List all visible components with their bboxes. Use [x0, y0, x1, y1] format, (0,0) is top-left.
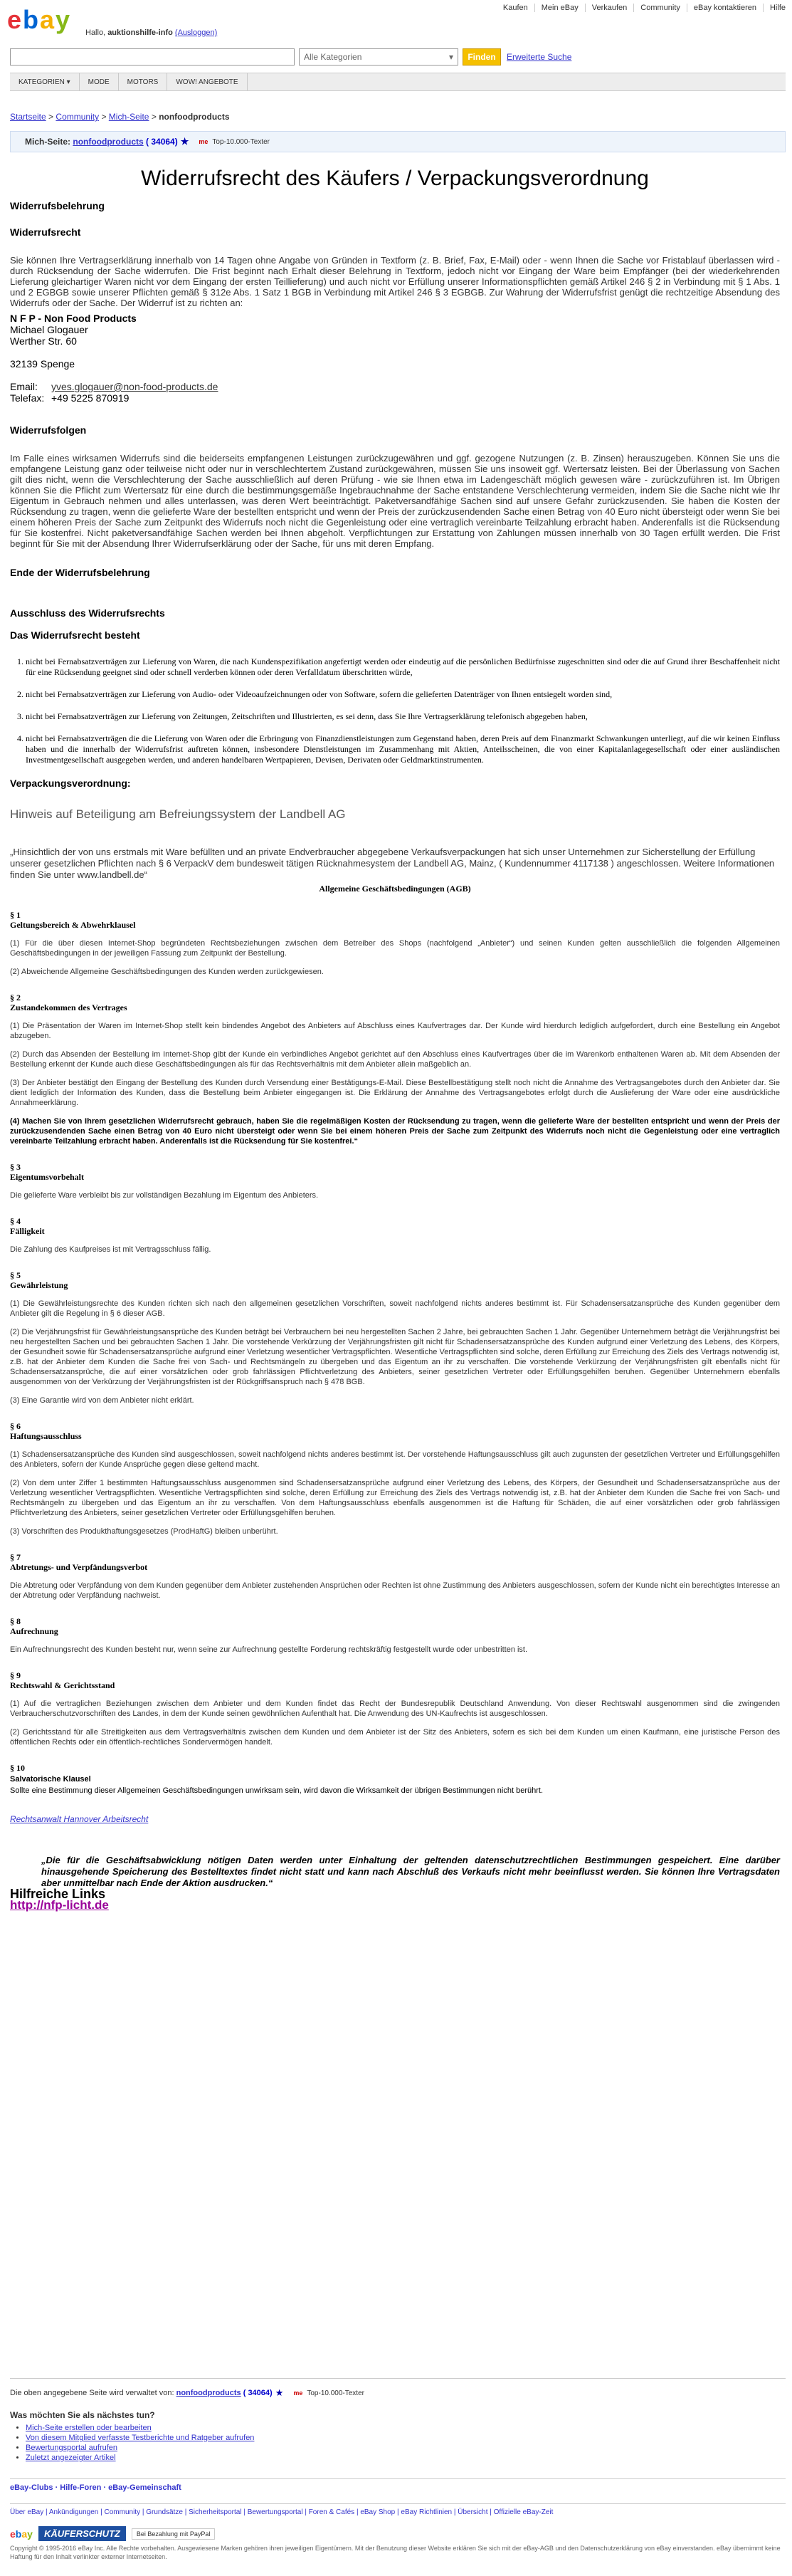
svg-text:b: b	[23, 5, 38, 34]
agb-paragraph-number: § 2	[10, 993, 21, 1002]
username: auktionshilfe-info	[107, 28, 173, 37]
agb-paragraph-number: § 7	[10, 1552, 21, 1562]
list-item: 4. nicht bei Fernabsatzverträgen die die Lieferung von Waren oder die Erbringung von Finanzdienstleistungen zum Gegenstand haben, deren Preis auf dem Finanzmarkt Schwankungen unterliegt, auf die wir keinen Einfluss haben und die innerhalb der Widerrufsfrist auftreten können, insbesondere Dienstleistungen im Zusammenhang mit Aktien, Anteilsscheinen, die von einer Kapitalanlagegesellschaft oder einer ausländischen Investmentgesellschaft ausgegeben werden, und anderen handelbaren Wertpapieren, Devisen, Derivaten oder Geldmarktinstrumenten.	[26, 733, 780, 765]
nav-link-hilfe[interactable]: Hilfe	[763, 4, 792, 12]
heading-ausschluss: Ausschluss des Widerrufsrechts	[10, 607, 165, 619]
main-content	[10, 161, 780, 1912]
me-logo-icon: me	[199, 138, 208, 145]
fax-label: Telefax:	[10, 392, 45, 404]
agb-paragraph-text: Ein Aufrechnungsrecht des Kunden besteht nur, wenn seine zur Aufrechnung gestellte Forderung rechtskräftig festgestellt wurde oder unbestritten ist.	[10, 1645, 528, 1654]
agb-paragraph-title: Zustandekommen des Vertrages	[10, 1002, 127, 1012]
street: Werther Str. 60	[10, 335, 77, 347]
footer-top-reviewer-badge: Top-10.000-Texter	[307, 2389, 364, 2397]
paragraph-widerrufsfolgen: Im Falle eines wirksamen Widerrufs sind die beiderseits empfangenen Leistungen zurückzugewähren und ggf. gezogene Nutzungen (z. B. Zinsen) herauszugeben. Können Sie uns die empfangene Leistung ganz oder teilweise nicht oder nur in verschlechtertem Zustand zurückgewähren, müssen Sie uns insoweit ggf. Wertersatz leisten. Bei der Überlassung von Sachen gilt dies nicht, wenn die Verschlechterung der Sache ausschließlich auf deren Prüfung - wie sie Ihnen etwa im Ladengeschäft möglich gewesen wäre - zurückzuführen ist. Im Übrigen können Sie die Pflicht zum Wertersatz für eine durch die bestimmungsgemäße Ingebrauchnahme der Sache entstandene Verschlechterung vermeiden, indem Sie die Sache nicht wie Ihr Eigentum in Gebrauch nehmen und alles unterlassen, was deren Wert beeinträchtigt. Paketversandfähige Sachen sind auf unsere Gefahr zurückzusenden. Sie haben die Kosten der Rücksendung zu tragen, wenn die gelieferte Ware der bestellten entspricht und wenn der Preis der zurückzusendenden Sache einen Betrag von 40 Euro nicht übersteigt oder wenn Sie bei einem höheren Preis der Sache zum Zeitpunkt des Widerrufs noch nicht die Gegenleistung oder eine vertraglich vereinbarte Teilzahlung erbracht haben. Anderenfalls ist die Rücksendung für Sie kostenfrei. Nicht paketversandfähige Sachen werden bei Ihnen abgeholt. Verpflichtungen zur Erstattung von Zahlungen müssen innerhalb von 30 Tagen erfüllt werden. Die Frist beginnt für Sie mit der Absendung Ihrer Widerrufserklärung oder der Sache, für uns mit deren Empfang.	[10, 453, 780, 549]
breadcrumb-mich-seite[interactable]: Mich-Seite	[108, 112, 149, 122]
agb-paragraph-text: (1) Für die über diesen Internet-Shop begründeten Rechtsbeziehungen zwischen dem Betreiber des Shops (nachfolgend „Anbieter“) und seinen Kunden gelten ausschließlich die folgenden Allgemeinen Geschäftsbedingungen in der jeweiligen Fassung zum Zeitpunkt der Bestellung.	[10, 939, 780, 958]
top-reviewer-badge: Top-10.000-Texter	[212, 137, 270, 146]
search-input[interactable]	[10, 48, 295, 66]
category-select[interactable]	[299, 48, 458, 66]
svg-text:y: y	[56, 5, 70, 34]
agb-paragraph-text: (1) Die Gewährleistungsrechte des Kunden richten sich nach den allgemeinen gesetzlichen Vorschriften, soweit nachfolgend nichts anderes bestimmt ist. Für Schadensersatzansprüche des Kunden gegenüber dem Anbieter gilt die Regelung in § 6 dieser AGB.	[10, 1299, 780, 1318]
email-link[interactable]: yves.glogauer@non-food-products.de	[51, 381, 218, 392]
nav-link-verkaufen[interactable]: Verkaufen	[585, 4, 634, 12]
agb-paragraph-text: (1) Die Präsentation der Waren im Internet-Shop stellt kein bindendes Angebot des Anbieters auf Abschluss eines Kaufvertrages dar. Der Kunde wird hierdurch lediglich aufgefordert, durch eine Bestellung ein Angebot abzugeben.	[10, 1022, 780, 1040]
copyright: Copyright © 1995-2016 eBay Inc. Alle Rechte vorbehalten. Ausgewiesene Marken gehören ihren jeweiligen Eigentümern. Mit der Benutzung dieser Website erklären Sie sich mit der eBay-AGB und den Datenschutzerklärung von eBay einverstanden. eBay übernimmt keine Haftung für den Inhalt verlinkter externer Internetseiten.	[10, 2545, 781, 2560]
star-icon: ★	[180, 136, 189, 147]
contact-person: Michael Glogauer	[10, 324, 88, 335]
find-button[interactable]: Finden	[463, 48, 501, 66]
agb-paragraph-title: Gewährleistung	[10, 1280, 68, 1290]
member-bar	[10, 131, 786, 152]
heading-widerrufsrecht: Widerrufsrecht	[10, 226, 81, 238]
ebay-logo[interactable]	[6, 3, 80, 37]
agb-paragraph-text: Sollte eine Bestimmung dieser Allgemeinen Geschäftsbedingungen unwirksam sein, wird davon die Wirksamkeit der übrigen Bestimmungen nicht berührt.	[10, 1786, 543, 1795]
agb-paragraph-text: Die gelieferte Ware verbleibt bis zur vollständigen Bezahlung im Eigentum des Anbieters.	[10, 1191, 319, 1200]
breadcrumb-startseite[interactable]: Startseite	[10, 112, 46, 122]
agb-paragraph-text: (2) Von dem unter Ziffer 1 bestimmten Haftungsausschluss ausgenommen sind Schadensersatzansprüche aufgrund einer Verletzung des Lebens, des Körpers, der Gesundheit und Schadensersatzansprüche aus der Verletzung wesentlicher Vertragspflichten. Wesentliche Vertragspflichten sind solche, deren Erfüllung zur Erreichung des Ziels des Vertrags notwendig ist, z.B. hat der Anbieter dem Kunden die Sache frei von Sach- und Rechtsmängeln zu übergeben und das Eigentum an ihr zu verschaffen. Von dem Haftungsausschluss ebenfalls ausgenommen ist die Haftung für Schäden, die auf einer vorsätzlichen oder grob fahrlässigen Pflichtverletzung des Anbieters, seiner gesetzlichen Vertreter oder Erfüllungsgehilfen beruhen.	[10, 1479, 780, 1517]
email-label: Email:	[10, 381, 38, 392]
category-bar	[10, 73, 786, 91]
category-bar-kategorien[interactable]	[10, 73, 80, 90]
agb-paragraph-text: (3) Eine Garantie wird von dem Anbieter nicht erklärt.	[10, 1396, 194, 1405]
paragraph-landbell: „Hinsichtlich der von uns erstmals mit Ware befüllten und an private Endverbraucher abgegebene Verkaufsverpackungen hat sich unser Unternehmen zur Sicherstellung der Erfüllung unserer gesetzlichen Pflichten nach § 6 VerpackV dem bundesweit tätigen Rücknahmesystem der Landbell AG, Mainz, ( Kundennummer 4117138 ) angeschlossen. Weitere Informationen finden Sie unter www.landbell.de“	[10, 847, 775, 880]
agb-title: Allgemeine Geschäftsbedingungen (AGB)	[319, 884, 471, 894]
breadcrumb-separator: >	[48, 112, 54, 122]
agb-paragraph-text: (2) Durch das Absenden der Bestellung im Internet-Shop gibt der Kunde ein verbindliches Angebot gerichtet auf den Abschluss eines Kaufvertrages über die im Warenkorb enthaltenen Waren ab. Mit dem Absenden der Bestellung erkennt der Kunde auch diese Geschäftsbedingungen als für das Rechtsverhältnis mit dem Anbieter allein maßgeblich an.	[10, 1050, 780, 1069]
arbeitsrecht-link[interactable]: Rechtsanwalt Hannover Arbeitsrecht	[10, 1814, 149, 1824]
agb-paragraph-number: § 10	[10, 1763, 25, 1773]
help-forum-links[interactable]: eBay-Clubs · Hilfe-Foren · eBay-Gemeinschaft	[10, 2478, 786, 2492]
managed-prefix: Die oben angegebene Seite wird verwaltet von:	[10, 2389, 174, 2397]
agb-paragraph-number: § 3	[10, 1162, 21, 1172]
agb-paragraph-text: (4) Machen Sie von Ihrem gesetzlichen Widerrufsrecht gebrauch, haben Sie die regelmäßigen Kosten der Rücksendung zu tragen, wenn die gelieferte Ware der bestellten entspricht und wenn der Preis der zurückzusendenden Sache einen Betrag von 40 Euro nicht übersteigt oder wenn Sie bei einem höheren Preis der Sache zum Zeitpunkt des Widerrufs noch nicht die Gegenleistung oder eine vertraglich vereinbarte Teilzahlung erbracht haben. Anderenfalls ist die Rücksendung für Sie kostenfrei.“	[10, 1117, 780, 1146]
member-label: Mich-Seite:	[25, 137, 71, 147]
fax-number: +49 5225 870919	[51, 392, 130, 404]
nav-link-community[interactable]: Community	[633, 4, 687, 12]
nav-link-kontakt[interactable]: eBay kontaktieren	[687, 4, 763, 12]
breadcrumb-separator: >	[101, 112, 107, 122]
agb-paragraph-number: § 4	[10, 1216, 21, 1226]
member-score-close: )	[174, 137, 178, 147]
agb-paragraph-title: Eigentumsvorbehalt	[10, 1172, 85, 1182]
agb-paragraph-text: (1) Auf die vertraglichen Beziehungen zwischen dem Anbieter und dem Kunden findet das Recht der Bundesrepublik Deutschland Anwendung. Von dieser Rechtswahl ausgenommen sind die zwingenden Verbraucherschutzvorschriften des Landes, in dem der Kunde seinen gewöhnlichen Aufenthalt hat. Die Anwendung des UN-Kaufrechts ist ausgeschlossen.	[10, 1700, 780, 1718]
buyer-protection	[10, 2526, 786, 2541]
agb-paragraph-text: Die Abtretung oder Verpfändung von dem Kunden gegenüber dem Anbieter zustehenden Ansprüchen oder Rechten ist ohne Zustimmung des Anbieters ausgeschlossen, sofern der Kunde nicht ein berechtigtes Interesse an der Abtretung oder Verpfändung nachweist.	[10, 1581, 780, 1600]
me-logo-icon: me	[293, 2389, 303, 2397]
breadcrumb-separator: >	[151, 112, 157, 122]
breadcrumb	[10, 112, 230, 122]
link-bewertungsportal[interactable]: Bewertungsportal aufrufen	[26, 2444, 118, 2452]
page-title: Widerrufsrecht des Käufers / Verpackungsverordnung	[141, 167, 649, 190]
list-item: 2. nicht bei Fernabsatzverträgen zur Lieferung von Audio- oder Videoaufzeichnungen oder von Software, sofern die gelieferten Datenträger von Ihnen entsiegelt worden sind,	[26, 689, 780, 700]
link-testberichte[interactable]: Von diesem Mitglied verfasste Testberichte und Ratgeber aufrufen	[26, 2434, 255, 2442]
svg-text:a: a	[40, 5, 55, 34]
agb-paragraph-title: Abtretungs- und Verpfändungsverbot	[10, 1562, 148, 1572]
search-row	[10, 46, 786, 68]
ebay-small-logo: ebay	[10, 2528, 33, 2540]
agb-paragraph-title: Haftungsausschluss	[10, 1431, 82, 1441]
list-item: 1. nicht bei Fernabsatzverträgen zur Lieferung von Waren, die nach Kundenspezifikation angefertigt werden oder eindeutig auf die persönlichen Bedürfnisse zugeschnitten sind oder die auf Grund ihrer Beschaffenheit nicht für eine Rücksendung geeignet sind oder schnell verderben können oder deren Verfalldatum überschritten würde,	[26, 656, 780, 678]
agb-sections	[10, 910, 780, 1747]
heading-helpful-links: Hilfreiche Links	[10, 1887, 106, 1901]
heading-verpackung: Verpackungsverordnung:	[10, 777, 131, 789]
member-name-link[interactable]: nonfoodproducts	[73, 137, 144, 147]
agb-paragraph-title: Rechtswahl & Gerichtsstand	[10, 1680, 115, 1690]
paragraph-datenschutz: „Die für die Geschäftsabwicklung nötigen Daten werden unter Einhaltung der geltenden datenschutzrechtlichen Bestimmungen gespeichert. Eine darüber hinausgehende Speicherung des Bestelltextes findet nicht statt und kann nach Abschluß des Verkaufs nicht mehr beeinflusst werden. Sie können Ihre Vertragsdaten aber unmittelbar nach Ende der Aktion ausdrucken.“	[41, 1855, 780, 1888]
nav-link-kaufen[interactable]: Kaufen	[502, 4, 528, 12]
agb-paragraph-title: Fälligkeit	[10, 1226, 45, 1236]
category-bar-label: KATEGORIEN	[19, 78, 65, 86]
breadcrumb-current: nonfoodproducts	[159, 112, 230, 122]
agb-paragraph-title: Salvatorische Klausel	[10, 1775, 91, 1784]
footer-member-link[interactable]: nonfoodproducts	[176, 2389, 241, 2397]
agb-paragraph-text: (3) Vorschriften des Produkthaftungsgesetzes (ProdHaftG) bleiben unberührt.	[10, 1527, 278, 1536]
managed-by	[10, 2378, 786, 2399]
city: 32139 Spenge	[10, 358, 75, 370]
advanced-search-link[interactable]: Erweiterte Suche	[507, 52, 572, 62]
breadcrumb-community[interactable]: Community	[56, 112, 100, 122]
category-bar-motors[interactable]: MOTORS	[119, 73, 168, 90]
agb-paragraph-text: (2) Abweichende Allgemeine Geschäftsbedingungen des Kunden werden zurückgewiesen.	[10, 968, 324, 976]
helpful-link[interactable]: http://nfp-licht.de	[10, 1898, 109, 1912]
category-select-value: Alle Kategorien	[304, 52, 362, 62]
link-zuletzt-angezeigt[interactable]: Zuletzt angezeigter Artikel	[26, 2454, 116, 2462]
company-name: N F P - Non Food Products	[10, 313, 137, 324]
heading-widerrufsfolgen: Widerrufsfolgen	[10, 424, 87, 436]
agb-paragraph-number: § 5	[10, 1270, 21, 1280]
what-next-heading: Was möchten Sie als nächstes tun?	[10, 2410, 155, 2420]
link-mich-seite-bearbeiten[interactable]: Mich-Seite erstellen oder bearbeiten	[26, 2424, 152, 2432]
agb-paragraph-text: (2) Gerichtsstand für alle Streitigkeiten aus dem Vertragsverhältnis zwischen dem Kunden und dem Anbieter ist der Sitz des Anbieters, sofern es sich bei dem Kunden um einen Kaufmann, eine juristische Person des öffentlichen Rechts oder ein öffentlich-rechtliches Sondervermögen handelt.	[10, 1728, 780, 1747]
agb-paragraph-title: Aufrechnung	[10, 1626, 58, 1636]
footer	[10, 2378, 786, 2561]
kaeuferschutz-badge[interactable]: KÄUFERSCHUTZ	[38, 2526, 126, 2541]
member-score[interactable]: ( 34064	[146, 137, 175, 147]
agb-paragraph-title: Geltungsbereich & Abwehrklausel	[10, 920, 136, 930]
star-icon: ★	[275, 2387, 284, 2398]
footer-links[interactable]: Über eBay | Ankündigungen | Community | Grundsätze | Sicherheitsportal | Bewertungsportal | Foren & Cafés | eBay Shop | eBay Richtlinien | Übersicht | Offizielle eBay-Zeit	[10, 2503, 786, 2516]
agb-paragraph-text: (1) Schadensersatzansprüche des Kunden sind ausgeschlossen, soweit nachfolgend nichts anderes bestimmt ist. Der vorstehende Haftungsausschluss gilt auch zugunsten der gesetzlichen Vertreter und Erfüllungsgehilfen des Anbieters, sofern der Kunde Ansprüche gegen diese geltend macht.	[10, 1450, 780, 1469]
svg-text:e: e	[7, 5, 22, 34]
footer-member-score-close: )	[270, 2389, 273, 2397]
agb-paragraph-number: § 9	[10, 1670, 21, 1680]
agb-paragraph-text: (2) Die Verjährungsfrist für Gewährleistungsansprüche des Kunden beträgt bei Verbrauchern bei neu hergestellten Sachen 2 Jahre, bei gebrauchten Sachen 1 Jahr. Gegenüber Unternehmern beträgt die Verjährungsfrist bei neu hergestellten Sachen und bei gebrauchten Sachen 1 Jahr. Die vorstehende Verkürzung der Verjährungsfristen gilt nicht für Schadensersatzansprüche des Kunden aufgrund einer Verletzung des Lebens, des Körpers, der Gesundheit sowie für Schadensersatzansprüche aufgrund einer Verletzung wesentlicher Vertragspflichten. Wesentliche Vertragspflichten sind solche, deren Erfüllung zur Erreichung des Ziels des Vertrags notwendig ist, z.B. hat der Anbieter dem Kunden die Sache frei von Sach- und Rechtsmängeln zu übergeben und das Eigentum an ihr zu verschaffen. Die vorstehende Verkürzung der Verjährungsfristen gilt ebenfalls nicht für Schadensersatzansprüche, die auf einer vorsätzlichen oder grob fahrlässigen Pflichtverletzung des Anbieters, seiner gesetzlichen Vertreter oder Erfüllungsgehilfen beruhen. Gegenüber Unternehmern ebenfalls ausgenommen von der Verkürzung der Verjährungsfristen ist der Rückgriffsanspruch nach § 478 BGB.	[10, 1328, 780, 1386]
exclusion-list	[26, 656, 780, 765]
address-block	[10, 313, 780, 404]
agb-paragraph-number: § 1	[10, 910, 21, 920]
category-bar-mode[interactable]: MODE	[80, 73, 119, 90]
heading-hinweis: Hinweis auf Beteiligung am Befreiungssystem der Landbell AG	[10, 807, 346, 821]
chevron-down-icon: ▾	[66, 78, 70, 86]
heading-widerrufsbelehrung: Widerrufsbelehrung	[10, 200, 105, 211]
hello-prefix: Hallo,	[85, 28, 106, 37]
nav-link-mein-ebay[interactable]: Mein eBay	[534, 4, 585, 12]
category-bar-wow[interactable]: WOW! ANGEBOTE	[167, 73, 247, 90]
footer-member-score[interactable]: ( 34064	[243, 2389, 270, 2397]
greeting	[85, 28, 217, 37]
heading-ende: Ende der Widerrufsbelehrung	[10, 567, 150, 578]
top-navigation	[497, 0, 792, 16]
agb-paragraph-text: (3) Der Anbieter bestätigt den Eingang der Bestellung des Kunden durch Versendung einer Bestätigungs-E-Mail. Diese Bestellbestätigung stellt noch nicht die Annahme des Vertragsangebotes durch den Anbieter dar. Sie dient lediglich der Information des Kunden, dass die Bestellung beim Anbieter eingegangen ist. Die Erklärung der Annahme des Vertragsangebotes erfolgt durch die Auslieferung der Ware oder eine ausdrückliche Annahmeerklärung.	[10, 1079, 780, 1107]
list-item: 3. nicht bei Fernabsatzverträgen zur Lieferung von Zeitungen, Zeitschriften und Illustrierten, es sei denn, dass Sie Ihre Vertragserklärung telefonisch abgegeben haben,	[26, 711, 780, 722]
next-links	[26, 2423, 786, 2463]
chevron-down-icon: ▾	[448, 52, 453, 62]
agb-paragraph-number: § 6	[10, 1421, 21, 1431]
paypal-note: Bei Bezahlung mit PayPal	[132, 2528, 216, 2540]
agb-paragraph-text: Die Zahlung des Kaufpreises ist mit Vertragsschluss fällig.	[10, 1245, 211, 1254]
agb-paragraph-number: § 8	[10, 1616, 21, 1626]
logout-link[interactable]: (Ausloggen)	[174, 28, 218, 37]
paragraph-widerrufsrecht: Sie können Ihre Vertragserklärung innerhalb von 14 Tagen ohne Angabe von Gründen in Textform (z. B. Brief, Fax, E-Mail) oder - wenn Ihnen die Sache vor Fristablauf überlassen wird - durch Rücksendung der Sache widerrufen. Die Frist beginnt nach Erhalt dieser Belehrung in Textform, jedoch nicht vor Eingang der Ware beim Empfänger (bei der wiederkehrenden Lieferung gleichartiger Waren nicht vor dem Eingang der ersten Teillieferung) und auch nicht vor Erfüllung unserer Informationspflichten gemäß Artikel 246 § 2 in Verbindung mit § 1 Abs. 1 und 2 EGBGB sowie unserer Pflichten gemäß § 312e Abs. 1 Satz 1 BGB in Verbindung mit Artikel 246 § 3 EGBGB. Zur Wahrung der Widerrufsfrist genügt die rechtzeitige Absendung des Widerrufs oder der Sache. Der Widerruf ist zu richten an:	[10, 255, 780, 308]
heading-besteht: Das Widerrufsrecht besteht	[10, 629, 140, 641]
